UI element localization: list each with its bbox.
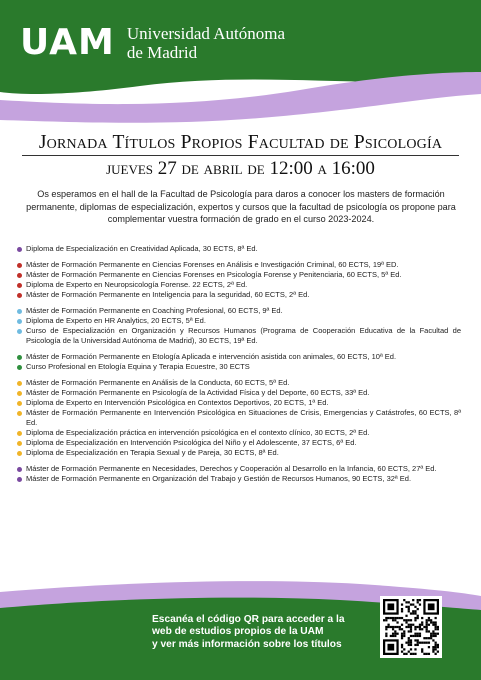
program-item-text: Máster de Formación Permanente en Necesidades, Derechos y Cooperación al Desarrollo en la Infancia, 60 ECTS, 27ª Ed. xyxy=(26,464,437,473)
program-item xyxy=(17,464,461,474)
program-item-text: Máster de Formación Permanente en Ciencias Forenses en Psicología Forense y Penitenciaria, 60 ECTS, 5ª Ed. xyxy=(26,270,402,279)
program-item xyxy=(17,270,461,280)
program-item xyxy=(17,428,461,438)
bullet-dot-icon xyxy=(17,309,22,314)
program-item-text: Diploma de Especialización en Terapia Sexual y de Pareja, 30 ECTS, 8ª Ed. xyxy=(26,448,279,457)
header-banner xyxy=(0,0,481,128)
page-title: Jornada Títulos Propios Facultad de Psicología xyxy=(38,132,443,153)
program-item-text: Máster de Formación Permanente en Organización del Trabajo y Gestión de Recursos Humanos, 90 ECTS, 32ª Ed. xyxy=(26,474,412,483)
intro-paragraph: Os esperamos en el hall de la Facultad de Psicología para daros a conocer los masters de formación permanente, diplomas de especialización, expertos y cursos que la facultad de psicología os propone para complementar vuestra formación de grado en el curso 2023-2024. xyxy=(26,189,456,225)
bullet-dot-icon xyxy=(17,283,22,288)
bullet-dot-icon xyxy=(17,381,22,386)
uam-logo[interactable] xyxy=(20,24,285,62)
program-item xyxy=(17,378,461,388)
header-background xyxy=(0,0,481,128)
program-item-text: Máster de Formación Permanente en Análisis de la Conducta, 60 ECTS, 5ª Ed. xyxy=(26,378,290,387)
qr-call-to-action xyxy=(152,614,367,651)
bullet-dot-icon xyxy=(17,273,22,278)
bullet-dot-icon xyxy=(17,431,22,436)
program-item xyxy=(17,244,461,254)
qr-code-icon[interactable] xyxy=(380,596,442,658)
logo-line2: de Madrid xyxy=(126,43,198,62)
program-item xyxy=(17,326,461,346)
logo-mark: UAM xyxy=(20,22,115,63)
cta-line3: y ver más información sobre los títulos xyxy=(152,638,342,650)
bullet-dot-icon xyxy=(17,247,22,252)
bullet-dot-icon xyxy=(17,477,22,482)
program-group xyxy=(17,260,461,300)
title-underline xyxy=(22,155,459,156)
bullet-dot-icon xyxy=(17,467,22,472)
program-item-text: Máster de Formación Permanente en Ciencias Forenses en Análisis e Investigación Criminal, 60 ECTS, 19ª ED. xyxy=(26,260,399,269)
program-group xyxy=(17,464,461,484)
cta-line2: web de estudios propios de la UAM xyxy=(152,626,324,638)
program-group xyxy=(17,352,461,372)
program-item-text: Máster de Formación Permanente en Coaching Profesional, 60 ECTS, 9ª Ed. xyxy=(26,306,283,315)
bullet-dot-icon xyxy=(17,293,22,298)
program-item xyxy=(17,352,461,362)
program-item-text: Máster de Formación Permanente en Inteligencia para la seguridad, 60 ECTS, 2ª Ed. xyxy=(26,290,310,299)
program-item xyxy=(17,388,461,398)
program-item-text: Diploma de Experto en Neuropsicología Forense. 22 ECTS, 2ª Ed. xyxy=(26,280,248,289)
program-group xyxy=(17,378,461,458)
program-item-text: Máster de Formación Permanente en Psicología de la Actividad Física y del Deporte, 60 ECTS, 33ª Ed. xyxy=(26,388,370,397)
program-item-text: Máster de Formación Permanente en Etología Aplicada e intervención asistida con animales, 60 ECTS, 10ª Ed. xyxy=(26,352,397,361)
bullet-dot-icon xyxy=(17,411,22,416)
bullet-dot-icon xyxy=(17,263,22,268)
program-item xyxy=(17,260,461,270)
program-item xyxy=(17,316,461,326)
program-item-text: Diploma de Experto en HR Analytics, 20 ECTS, 5ª Ed. xyxy=(26,316,206,325)
logo-text xyxy=(127,24,285,62)
bullet-dot-icon xyxy=(17,319,22,324)
program-item-text: Curso Profesional en Etología Equina y Terapia Ecuestre, 30 ECTS xyxy=(26,362,250,371)
program-item xyxy=(17,474,461,484)
bullet-dot-icon xyxy=(17,365,22,370)
program-group xyxy=(17,306,461,346)
program-item xyxy=(17,448,461,458)
program-list xyxy=(17,244,461,490)
bullet-dot-icon xyxy=(17,391,22,396)
bullet-dot-icon xyxy=(17,401,22,406)
program-item-text: Curso de Especialización en Organización y Recursos Humanos (Programa de Cooperación Educativa de la Facultad de Psicología de la Universidad Autónoma de Madrid), 30 ECTS, 19ª Ed. xyxy=(26,326,461,345)
program-item xyxy=(17,408,461,428)
event-date: jueves 27 de abril de 12:00 a 16:00 xyxy=(106,158,375,179)
program-item-text: Diploma de Especialización en Intervención Psicológica del Niño y el Adolescente, 37 ECTS, 6ª Ed. xyxy=(26,438,357,447)
program-item xyxy=(17,290,461,300)
program-item-text: Diploma de Especialización práctica en intervención psicológica en el contexto clínico, 30 ECTS, 2ª Ed. xyxy=(26,428,370,437)
bullet-dot-icon xyxy=(17,329,22,334)
program-item xyxy=(17,438,461,448)
program-item-text: Diploma de Experto en Intervención Psicológica en Contextos Deportivos, 20 ECTS, 1ª Ed. xyxy=(26,398,329,407)
bullet-dot-icon xyxy=(17,451,22,456)
program-group xyxy=(17,244,461,254)
program-item xyxy=(17,362,461,372)
logo-line1: Universidad Autónoma xyxy=(126,24,285,43)
program-item-text: Diploma de Especialización en Creatividad Aplicada, 30 ECTS, 8ª Ed. xyxy=(26,244,258,253)
bullet-dot-icon xyxy=(17,441,22,446)
cta-line1: Escanéa el código QR para acceder a la xyxy=(152,614,345,625)
program-item-text: Máster de Formación Permanente en Intervención Psicológica en Situaciones de Crisis, Emergencias y Catástrofes, 60 ECTS, 8ª Ed. xyxy=(26,408,461,427)
qr-code-graphic xyxy=(383,599,439,655)
program-item xyxy=(17,398,461,408)
program-item xyxy=(17,280,461,290)
program-item xyxy=(17,306,461,316)
bullet-dot-icon xyxy=(17,355,22,360)
